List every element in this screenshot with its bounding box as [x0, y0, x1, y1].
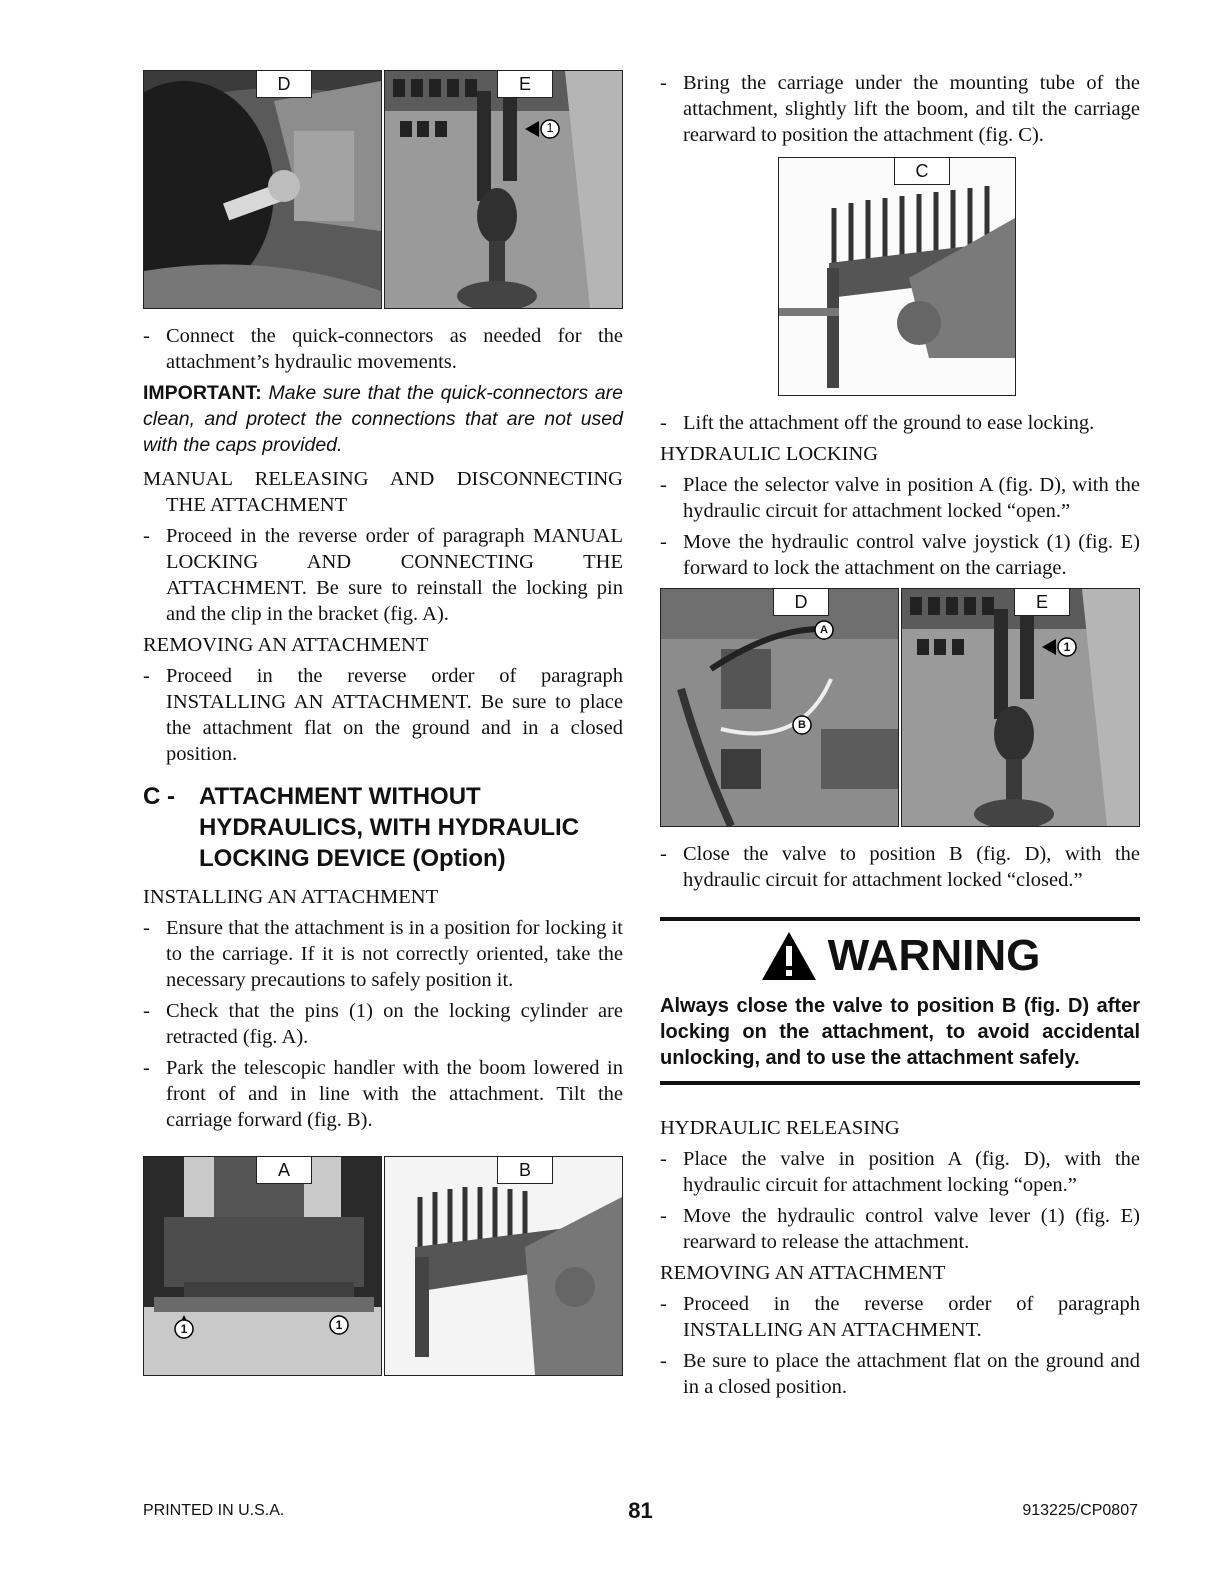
bullet-dash: -: [660, 474, 667, 496]
figure-label-b: B: [497, 1157, 553, 1184]
footer-doc-code: 913225/CP0807: [1022, 1502, 1138, 1519]
bullet-dash: -: [143, 665, 150, 687]
heading-hydraulic-locking: HYDRAULIC LOCKING: [660, 443, 879, 465]
section-title: ATTACHMENT WITHOUT HYDRAULICS, WITH HYDRAULIC LOCKING DEVICE (Option): [199, 783, 579, 872]
bullet-text: Close the valve to position B (fig. D), with the hydraulic circuit for attachment locked “closed.”: [683, 843, 1140, 891]
heading-removing-attachment: REMOVING AN ATTACHMENT: [143, 634, 429, 656]
bullet-dash: -: [143, 325, 150, 347]
bullet-text: Proceed in the reverse order of paragraph INSTALLING AN ATTACHMENT.: [683, 1293, 1140, 1341]
bullet-place-selector-valve: [660, 472, 1140, 524]
bullet-dash: -: [660, 1293, 667, 1315]
bullet-bring-carriage: [660, 70, 1140, 148]
figure-e-joystick-photo: [901, 588, 1140, 827]
right-column: [660, 70, 1140, 1405]
figure-d-valve-illustration: [661, 589, 898, 826]
figure-label-e: E: [497, 71, 553, 98]
bullet-reverse-installing: [143, 663, 623, 767]
figure-a-photo: [143, 1156, 382, 1376]
figure-d-illustration: [144, 71, 381, 308]
page-footer: [143, 1498, 1138, 1528]
heading-manual-releasing: [143, 466, 623, 518]
bullet-dash: -: [143, 917, 150, 939]
figure-d-valve-photo: [660, 588, 899, 827]
figure-c-illustration: [779, 158, 1015, 395]
figure-pair-d-e-right: [660, 588, 1140, 827]
callout-b: B: [798, 719, 806, 731]
bullet-text: Be sure to place the attachment flat on the ground and in a closed position.: [683, 1350, 1140, 1398]
callout-1: 1: [1063, 640, 1071, 654]
bullet-text: Proceed in the reverse order of paragraph MANUAL LOCKING AND CONNECTING THE ATTACHMENT. Be sure to reinstall the locking pin and the clip in the bracket (fig. A).: [166, 525, 623, 625]
bullet-dash: -: [660, 1205, 667, 1227]
figure-pair-a-b: [143, 1156, 623, 1376]
bullet-place-flat: [660, 1348, 1140, 1400]
bullet-text: Lift the attachment off the ground to ease locking.: [683, 412, 1095, 434]
bullet-text: Move the hydraulic control valve lever (1) (fig. E) rearward to release the attachment.: [683, 1205, 1140, 1253]
bullet-dash: -: [660, 412, 667, 434]
callout-1-right: 1: [335, 1318, 343, 1332]
bullet-dash: -: [660, 843, 667, 865]
figure-label-d: D: [256, 71, 312, 98]
bullet-close-valve: [660, 841, 1140, 893]
heading-removing-attachment-right: REMOVING AN ATTACHMENT: [660, 1262, 946, 1284]
figure-pair-d-e-top: [143, 70, 623, 309]
bullet-text: Park the telescopic handler with the boom lowered in front of and in line with the attachment. Tilt the carriage forward (fig. B).: [166, 1057, 623, 1131]
bullet-ensure-position: [143, 915, 623, 993]
figure-e-joystick-illustration: [902, 589, 1139, 826]
warning-triangle-icon: [760, 930, 818, 982]
bullet-dash: -: [143, 1057, 150, 1079]
figure-b-photo: [384, 1156, 623, 1376]
bullet-place-valve-a: [660, 1146, 1140, 1198]
bullet-move-joystick: [660, 529, 1140, 581]
warning-text: Always close the valve to position B (fig. D) after locking on the attachment, to avoid accidental unlocking, and to use the attachment safely.: [660, 995, 1140, 1069]
figure-b-illustration: [385, 1157, 622, 1375]
bullet-text: Move the hydraulic control valve joystick (1) (fig. E) forward to lock the attachment on the carriage.: [683, 531, 1140, 579]
bullet-connect-quick-connectors: [143, 323, 623, 375]
bullet-check-pins: [143, 998, 623, 1050]
bullet-dash: -: [143, 1000, 150, 1022]
bullet-dash: -: [660, 1350, 667, 1372]
bullet-text: Check that the pins (1) on the locking cylinder are retracted (fig. A).: [166, 1000, 623, 1048]
bullet-dash: -: [660, 1148, 667, 1170]
figure-label-e: E: [1014, 589, 1070, 616]
figure-a-illustration: [144, 1157, 381, 1375]
important-text: Make sure that the quick-connectors are clean, and protect the connections that are not used with the caps provided.: [143, 382, 623, 456]
bullet-lift-attachment: [660, 410, 1140, 436]
left-column: [143, 70, 623, 1376]
bullet-reverse-order: [660, 1291, 1140, 1343]
warning-title: WARNING: [827, 931, 1041, 980]
section-heading-c: [143, 781, 623, 874]
figure-label-d: D: [773, 589, 829, 616]
figure-e-photo: [384, 70, 623, 309]
figure-e-illustration: [385, 71, 622, 308]
figure-d-photo: [143, 70, 382, 309]
important-note: [143, 380, 623, 458]
important-label: IMPORTANT:: [143, 382, 262, 404]
heading-hydraulic-releasing: HYDRAULIC RELEASING: [660, 1117, 900, 1139]
bullet-reverse-manual-locking: [143, 523, 623, 627]
figure-label-c: C: [894, 158, 950, 185]
bullet-text: Place the selector valve in position A (fig. D), with the hydraulic circuit for attachment locked “open.”: [683, 474, 1140, 522]
warning-title-row: [660, 929, 1140, 983]
bullet-park-handler: [143, 1055, 623, 1133]
warning-box: [660, 917, 1140, 1085]
heading-manual-line2: THE ATTACHMENT: [166, 494, 348, 516]
bullet-text: Bring the carriage under the mounting tube of the attachment, slightly lift the boom, and tilt the carriage rearward to position the attachment (fig. C).: [683, 72, 1140, 146]
bullet-dash: -: [660, 72, 667, 94]
bullet-text: Place the valve in position A (fig. D), with the hydraulic circuit for attachment locking “open.”: [683, 1148, 1140, 1196]
figure-c-photo: [778, 157, 1016, 396]
bullet-dash: -: [660, 531, 667, 553]
bullet-text: Ensure that the attachment is in a position for locking it to the carriage. If it is not correctly oriented, take the necessary precautions to safely position it.: [166, 917, 623, 991]
heading-installing-attachment: INSTALLING AN ATTACHMENT: [143, 886, 439, 908]
heading-manual-line1: MANUAL RELEASING AND DISCONNECTING: [143, 468, 623, 490]
callout-a: A: [820, 624, 828, 636]
bullet-text: Connect the quick-connectors as needed for the attachment’s hydraulic movements.: [166, 325, 623, 373]
footer-printed: PRINTED IN U.S.A.: [143, 1502, 285, 1519]
page-number: 81: [628, 1498, 653, 1523]
figure-label-a: A: [256, 1157, 312, 1184]
bullet-text: Proceed in the reverse order of paragraph INSTALLING AN ATTACHMENT. Be sure to place the attachment flat on the ground and in a closed position.: [166, 665, 623, 765]
callout-1-left: 1: [180, 1322, 188, 1336]
section-letter: C -: [143, 783, 175, 810]
bullet-move-lever-rearward: [660, 1203, 1140, 1255]
bullet-dash: -: [143, 525, 150, 547]
callout-1: 1: [546, 120, 554, 135]
